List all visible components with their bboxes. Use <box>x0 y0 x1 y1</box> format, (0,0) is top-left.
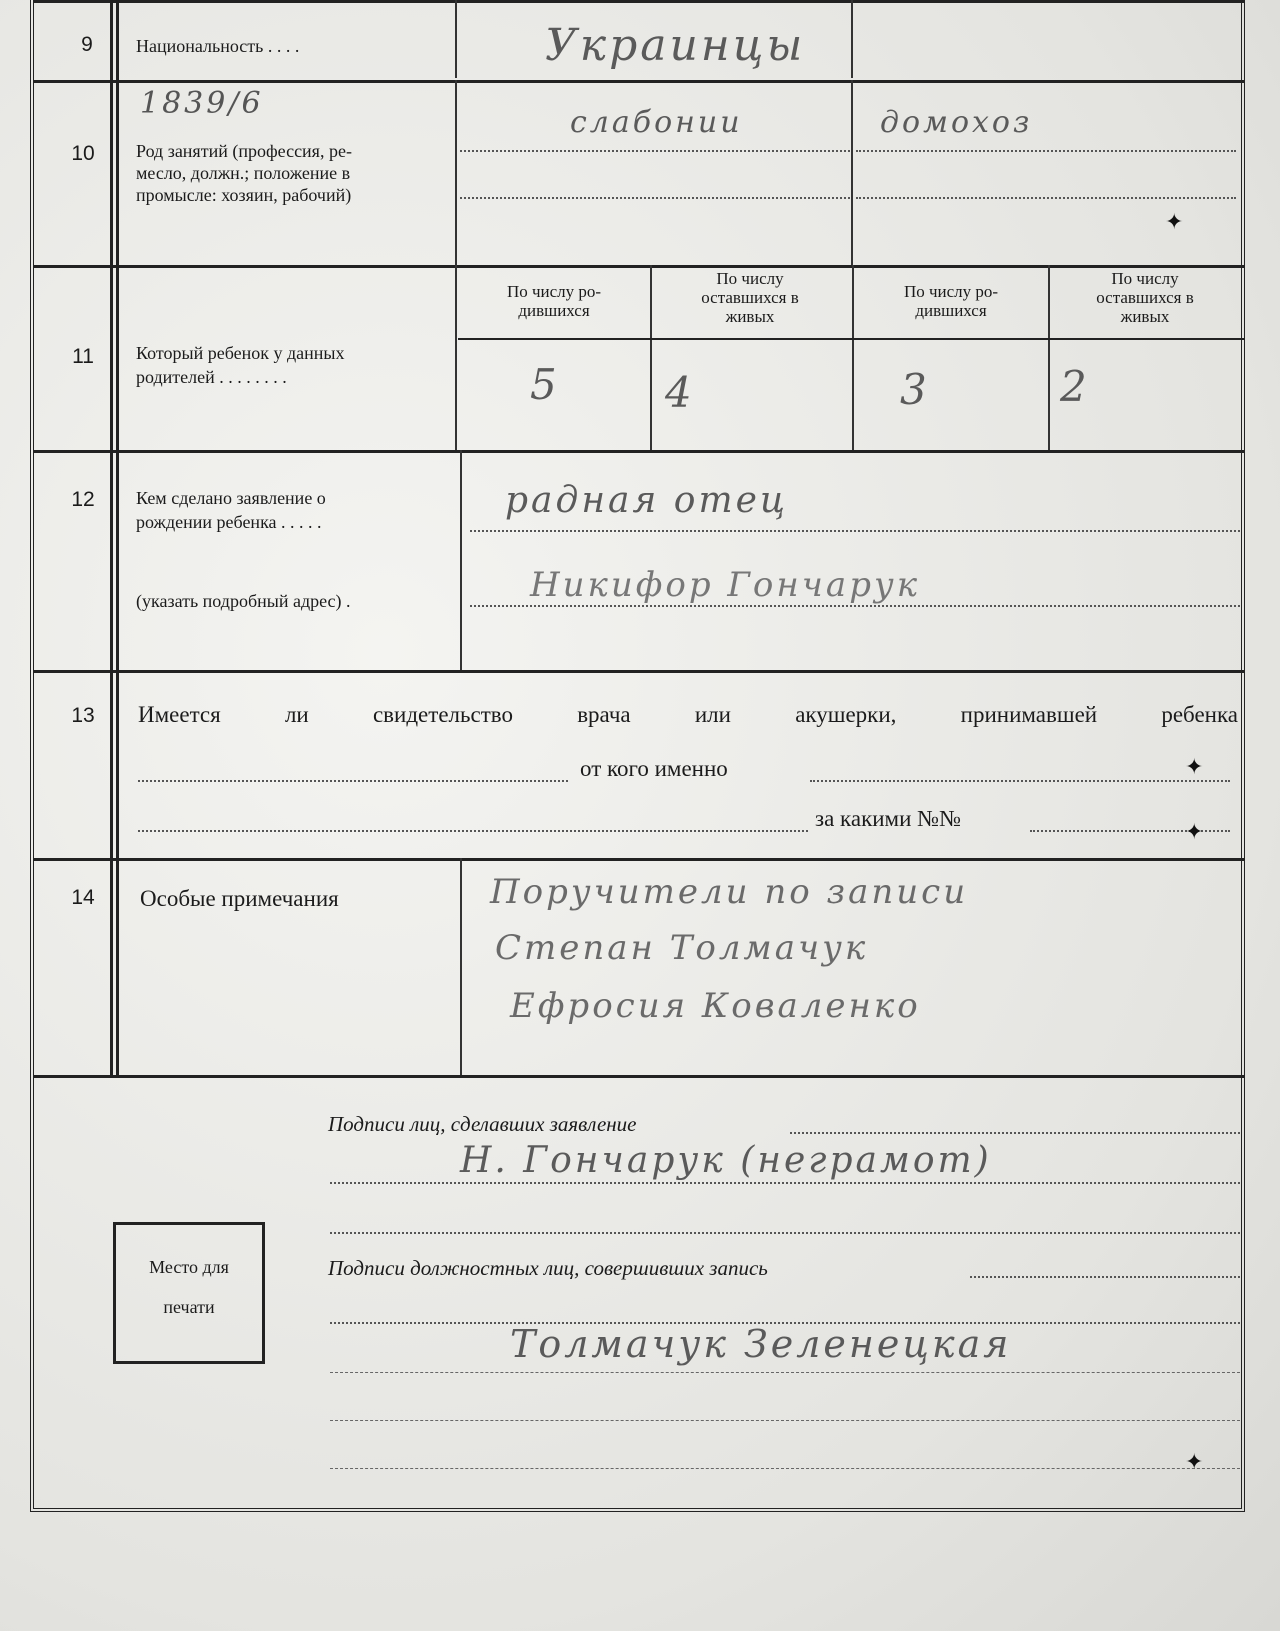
label-occupation-3: промысле: хозяин, рабочий) <box>136 185 352 205</box>
label-special-notes: Особые примечания <box>140 886 339 911</box>
row-10-annotation: 1839/6 <box>140 86 264 121</box>
row-12-bottom <box>34 670 1244 673</box>
col-born-1 <box>460 282 648 320</box>
row-14-bottom <box>34 1075 1244 1078</box>
sig-dots-6 <box>330 1372 1240 1373</box>
col-born-2-line-2: дившихся <box>915 301 987 320</box>
label-from-whom: от кого именно <box>580 756 728 781</box>
staple-hole-mark-3: ✦ <box>1185 820 1204 845</box>
col-alive-2-line-2: оставшихся в <box>1096 288 1194 307</box>
row-10-dots-2 <box>460 197 850 199</box>
label-which-child-1: Который ребенок у данных <box>136 343 345 363</box>
handwriting-applicant-signature: Н. Гончарук (неграмот) <box>460 1140 992 1181</box>
col-alive-1-line-3: живых <box>725 307 775 326</box>
handwriting-official-signature: Толмачук Зеленецкая <box>510 1322 1012 1366</box>
col-alive-2 <box>1052 269 1238 326</box>
row-13-bottom <box>34 858 1244 861</box>
row-9-top <box>34 0 1244 3</box>
sig-dots-8 <box>330 1468 1240 1469</box>
col-born-2 <box>856 282 1046 320</box>
sig-dots-3 <box>330 1232 1240 1234</box>
seal-placeholder <box>113 1222 265 1364</box>
label-doctor-certificate: Имеется ли свидетельство врача или акушерки, принимавшей ребенка <box>138 702 1238 727</box>
row-13-dots-1 <box>138 780 568 782</box>
value-alive-1: 4 <box>665 368 695 417</box>
row-10-dots-4 <box>856 197 1236 199</box>
row-13-dots-2 <box>810 780 1230 782</box>
row-13-dots-3 <box>138 830 808 832</box>
handwriting-declarant-2: Никифор Гончарук <box>530 565 920 605</box>
row-9-bottom <box>34 80 1244 83</box>
sig-dots-2 <box>330 1182 1240 1184</box>
row-9-divider-2 <box>851 0 853 78</box>
handwriting-occupation-right: домохоз <box>880 105 1033 140</box>
row-number-13: 13 <box>71 704 95 727</box>
value-born-2: 3 <box>900 365 930 414</box>
col-alive-1-line-2: оставшихся в <box>701 288 799 307</box>
col-alive-2-line-3: живых <box>1120 307 1170 326</box>
row-number-14: 14 <box>71 886 95 909</box>
label-nationality: Национальность . . . . <box>136 36 300 56</box>
sig-dots-7 <box>330 1420 1240 1421</box>
row-number-10: 10 <box>71 142 95 165</box>
row-9-divider <box>455 0 457 78</box>
row-11-divider-d <box>1048 265 1050 450</box>
label-declarant-2: рождении ребенка . . . . . <box>136 512 322 532</box>
row-10-dots-3 <box>856 150 1236 152</box>
label-occupation-2: месло, должн.; положение в <box>136 163 351 183</box>
col-born-1-line-2: дившихся <box>518 301 590 320</box>
row-12-divider <box>460 450 462 670</box>
number-column-divider-2 <box>116 0 119 1075</box>
staple-hole-mark-2: ✦ <box>1185 755 1204 780</box>
value-born-1: 5 <box>530 360 560 409</box>
handwriting-nationality: Украинцы <box>545 20 806 71</box>
row-number-9: 9 <box>81 33 93 56</box>
sig-dots-4 <box>970 1276 1240 1278</box>
row-10-dots-1 <box>460 150 850 152</box>
label-occupation-1: Род занятий (профессия, ре- <box>136 141 352 161</box>
handwriting-declarant-1: радная отец <box>505 480 789 521</box>
row-14-divider <box>460 858 462 1075</box>
label-which-child-2: родителей . . . . . . . . <box>136 367 287 387</box>
value-alive-2: 2 <box>1060 362 1090 411</box>
row-11-divider-a <box>455 265 457 450</box>
label-numbers: за какими №№ <box>815 806 962 831</box>
row-12-dots-1 <box>470 530 1240 532</box>
row-10-bottom <box>34 265 1244 268</box>
row-12-dots-2 <box>470 605 1240 607</box>
col-alive-2-line-1: По числу <box>1111 269 1179 288</box>
sig-dots-1 <box>790 1132 1240 1134</box>
row-number-12: 12 <box>71 488 95 511</box>
handwriting-notes-2: Степан Толмачук <box>495 928 869 968</box>
staple-hole-mark-4: ✦ <box>1185 1450 1204 1475</box>
row-11-divider-c <box>852 265 854 450</box>
col-born-2-line-1: По числу ро- <box>903 282 999 301</box>
seal-label-line-1: Место для <box>149 1257 229 1277</box>
handwriting-occupation-left: слабонии <box>570 105 743 140</box>
label-applicants-signatures: Подписи лиц, сделавших заявление <box>328 1112 637 1136</box>
row-10-divider <box>455 80 457 265</box>
staple-hole-mark: ✦ <box>1165 210 1184 235</box>
label-officials-signatures: Подписи должностных лиц, совершивших запись <box>328 1256 768 1280</box>
row-11-divider-b <box>650 265 652 450</box>
col-alive-1-line-1: По числу <box>716 269 784 288</box>
label-declarant-1: Кем сделано заявление о <box>136 488 326 508</box>
row-11-subheader-line <box>458 338 1244 340</box>
handwriting-notes-1: Поручители по записи <box>490 872 969 912</box>
row-number-11: 11 <box>72 345 94 368</box>
col-born-1-line-1: По числу ро- <box>506 282 602 301</box>
row-10-divider-2 <box>851 80 853 265</box>
handwriting-notes-3: Ефросия Коваленко <box>510 986 921 1026</box>
seal-label-line-2: печати <box>163 1297 215 1317</box>
col-alive-1 <box>654 269 846 326</box>
row-11-bottom <box>34 450 1244 453</box>
label-address-note: (указать подробный адрес) . <box>136 591 351 611</box>
